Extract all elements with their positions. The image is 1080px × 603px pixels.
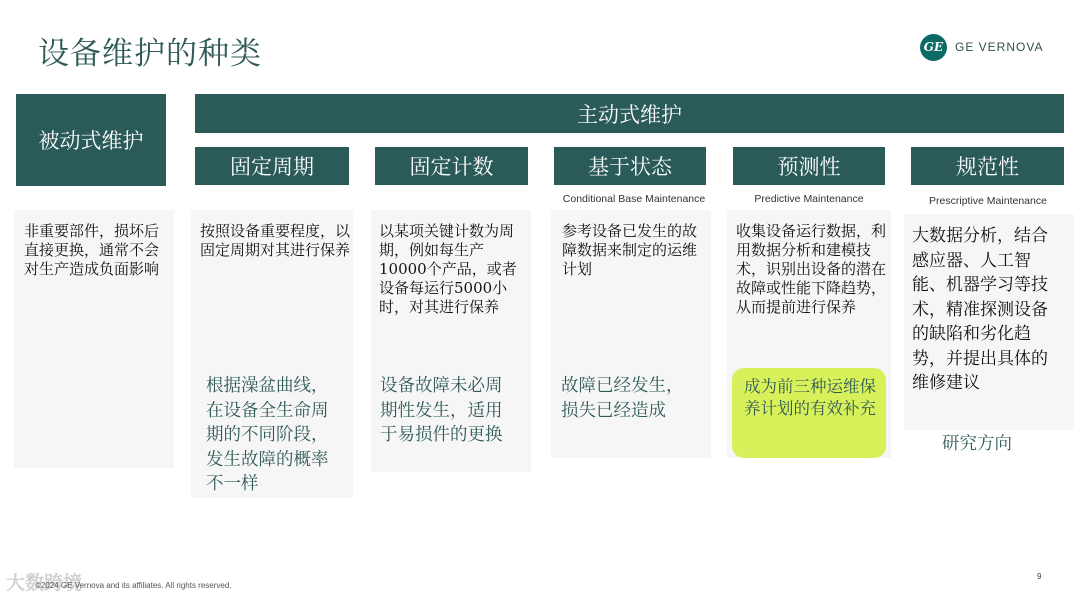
column-description: 以某项关键计数为周期，例如每生产10000个产品，或者设备每运行5000小时，对其进行保养 <box>379 222 517 316</box>
ge-monogram-icon: GE <box>920 34 947 61</box>
column-subtitle: Conditional Base Maintenance <box>562 193 706 205</box>
proactive-header <box>195 94 1064 133</box>
copyright-footer: ©2024 GE Vernova and its affiliates. All rights reserved. <box>35 581 232 590</box>
column-description: 参考设备已发生的故障数据来制定的运维计划 <box>562 222 698 278</box>
column-header-condition-based <box>554 147 706 185</box>
column-title: 预测性 <box>777 155 841 179</box>
watermark: 大数跨境 <box>6 572 83 594</box>
column-description: 大数据分析，结合感应器、人工智能、机器学习等技术，精准探测设备的缺陷和劣化趋势，并提出具体的维修建议 <box>912 226 1048 393</box>
column-subtitle: Prescriptive Maintenance <box>929 195 1047 207</box>
column-title: 固定计数 <box>409 155 494 179</box>
column-description: 收集设备运行数据，利用数据分析和建模技术，识别出设备的潜在故障或性能下降趋势，从而提前进行保养 <box>736 222 887 316</box>
column-title: 固定周期 <box>230 155 314 179</box>
proactive-title: 主动式维护 <box>577 102 682 127</box>
ge-vernova-logo <box>920 33 1043 61</box>
column-note: 设备故障未必周期性发生，适用于易损件的更换 <box>380 376 503 445</box>
column-header-prescriptive <box>911 147 1064 185</box>
logo-text: GE VERNOVA <box>955 40 1044 54</box>
column-note: 根据澡盆曲线，在设备全生命周期的不同阶段，发生故障的概率不一样 <box>206 376 329 494</box>
column-note: 研究方向 <box>942 434 1012 454</box>
column-note: 故障已经发生，损失已经造成 <box>561 376 684 421</box>
slide-title: 设备维护的种类 <box>38 36 262 72</box>
column-title: 基于状态 <box>588 155 672 179</box>
column-description: 按照设备重要程度，以固定周期对其进行保养 <box>200 222 351 259</box>
reactive-title: 被动式维护 <box>38 129 144 153</box>
page-number: 9 <box>1037 572 1042 581</box>
column-header-fixed-count <box>375 147 528 185</box>
reactive-description: 非重要部件，损坏后直接更换，通常不会对生产造成负面影响 <box>24 222 160 278</box>
column-title: 规范性 <box>956 155 1019 179</box>
column-subtitle: Predictive Maintenance <box>754 193 864 205</box>
column-header-predictive <box>733 147 885 185</box>
reactive-header <box>16 94 166 186</box>
column-note: 成为前三种运维保养计划的有效补充 <box>744 377 876 418</box>
column-header-fixed-period <box>195 147 349 185</box>
